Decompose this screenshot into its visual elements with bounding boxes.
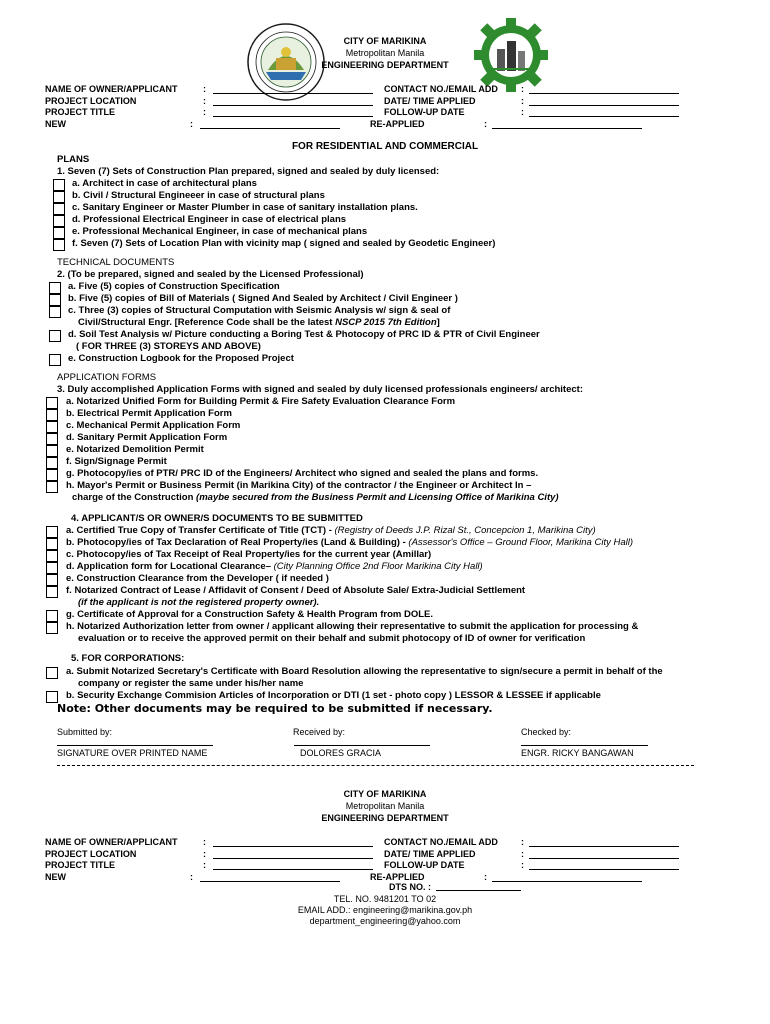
application-item-h-line2 [72, 492, 559, 504]
top-right-field-3[interactable] [492, 128, 642, 129]
application-h2-note: (maybe secured from the Business Permit and Licensing Office of Marikina City) [196, 492, 559, 503]
header-block [0, 35, 770, 71]
technical-c2-text: Civil/Structural Engr. [Reference Code shall be the latest [78, 317, 336, 328]
technical-item-d-line2: ( FOR THREE (3) STOREYS AND ABOVE) [76, 341, 261, 352]
top-right-colon-0: : [521, 84, 524, 94]
top-left-field-1[interactable] [213, 105, 373, 106]
checkbox-technical-a[interactable] [49, 282, 61, 294]
technical-item-b: b. Five (5) copies of Bill of Materials ( Signed And Sealed by Architect / Civil Engineer ) [68, 293, 458, 304]
plans-item-f: f. Seven (7) Sets of Location Plan with vicinity map ( signed and sealed by Geodetic Engineer) [72, 238, 496, 249]
stub-right-label-1: DATE/ TIME APPLIED [384, 848, 476, 859]
stub-right-field-3[interactable] [492, 881, 642, 882]
checkbox-owner-a[interactable] [46, 526, 58, 538]
stub-email-1: EMAIL ADD.: engineering@marikina.gov.ph [297, 905, 473, 915]
checked-by-label: Checked by: [521, 727, 572, 737]
top-left-label-0: NAME OF OWNER/APPLICANT [45, 84, 178, 94]
technical-c2-end: ] [436, 317, 440, 328]
plans-item-c: c. Sanitary Engineer or Master Plumber in case of sanitary installation plans. [72, 202, 418, 213]
plans-item-d: d. Professional Electrical Engineer in case of electrical plans [72, 214, 347, 225]
checkbox-owner-f[interactable] [46, 586, 58, 598]
stub-right-field-1[interactable] [529, 858, 679, 859]
application-item-h: h. Mayor's Permit or Business Permit (in Marikina City) of the contractor / the Engineer or Architect In – [66, 480, 532, 491]
stub-right-label-3: RE-APPLIED [370, 871, 425, 882]
owner-d-text: d. Application form for Locational Clearance– [66, 561, 274, 572]
stub-left-field-1[interactable] [213, 858, 373, 859]
top-left-colon-2: : [203, 107, 206, 117]
top-right-colon-1: : [521, 95, 524, 106]
owner-a-note: (Registry of Deeds J.P. Rizal St., Concepcion 1, Marikina City) [334, 525, 596, 536]
checkbox-application-d[interactable] [46, 433, 58, 445]
owner-item-c: c. Photocopy/ies of Tax Receipt of Real Property/ies for the current year (Amillar) [66, 549, 432, 560]
checkbox-plans-c[interactable] [53, 203, 65, 215]
stub-header-department: ENGINEERING DEPARTMENT [321, 813, 449, 823]
form-title: FOR RESIDENTIAL AND COMMERCIAL [291, 141, 479, 152]
stub-right-field-2[interactable] [529, 869, 679, 870]
checkbox-technical-e[interactable] [49, 354, 61, 366]
checkbox-application-h[interactable] [46, 481, 58, 493]
top-right-field-1[interactable] [529, 105, 679, 106]
application-item-a: a. Notarized Unified Form for Building Permit & Fire Safety Evaluation Clearance Form [66, 396, 456, 407]
top-right-label-2: FOLLOW-UP DATE [384, 107, 465, 117]
checkbox-plans-a[interactable] [53, 179, 65, 191]
checkbox-application-f[interactable] [46, 457, 58, 469]
header-department: ENGINEERING DEPARTMENT [321, 60, 449, 70]
corp-heading: 5. FOR CORPORATIONS: [71, 653, 185, 664]
application-intro: 3. Duly accomplished Application Forms with signed and sealed by duly licensed professionals engineers/ architect: [57, 384, 583, 395]
owner-item-e: e. Construction Clearance from the Developer ( if needed ) [66, 573, 329, 584]
submitted-by-label: Submitted by: [57, 727, 113, 737]
header-city: CITY OF MARIKINA [343, 36, 427, 46]
checkbox-application-c[interactable] [46, 421, 58, 433]
received-signature-line[interactable] [294, 745, 430, 746]
technical-intro: 2. (To be prepared, signed and sealed by the Licensed Professional) [57, 269, 364, 280]
application-item-d: d. Sanitary Permit Application Form [66, 432, 228, 443]
checkbox-application-a[interactable] [46, 397, 58, 409]
top-left-field-0[interactable] [213, 93, 373, 94]
top-right-label-0: CONTACT NO./EMAIL ADD [384, 84, 498, 94]
top-right-field-2[interactable] [529, 116, 679, 117]
plans-item-e: e. Professional Mechanical Engineer, in case of mechanical plans [72, 226, 368, 237]
checkbox-application-g[interactable] [46, 469, 58, 481]
application-heading: APPLICATION FORMS [57, 372, 157, 383]
stub-right-colon-3: : [484, 871, 487, 882]
stub-right-field-0[interactable] [529, 846, 679, 847]
received-by-label: Received by: [293, 727, 346, 737]
checkbox-technical-c[interactable] [49, 306, 61, 318]
stub-header-block [0, 788, 770, 824]
stub-header-province: Metropolitan Manila [345, 801, 425, 811]
checkbox-owner-g[interactable] [46, 610, 58, 622]
stub-tel: TEL. NO. 9481201 TO 02 [333, 894, 437, 904]
owner-item-h-line2: evaluation or to receive the approved permit on their behalf and submit photocopy of ID of owner for verification [78, 633, 586, 644]
technical-heading: TECHNICAL DOCUMENTS [57, 257, 175, 268]
checkbox-application-e[interactable] [46, 445, 58, 457]
stub-right-colon-2: : [521, 860, 524, 870]
checked-by-name: ENGR. RICKY BANGAWAN [521, 748, 634, 758]
checkbox-application-b[interactable] [46, 409, 58, 421]
stub-left-field-3[interactable] [200, 881, 340, 882]
technical-item-e: e. Construction Logbook for the Proposed Project [68, 353, 294, 364]
stub-left-label-3: NEW [45, 871, 66, 882]
owner-item-f: f. Notarized Contract of Lease / Affidavit of Consent / Deed of Absolute Sale/ Extra-Judicial Settlement [66, 585, 526, 596]
stub-left-label-0: NAME OF OWNER/APPLICANT [45, 837, 178, 847]
application-item-g: g. Photocopy/ies of PTR/ PRC ID of the Engineers/ Architect who signed and sealed the plans and forms. [66, 468, 539, 479]
checkbox-owner-d[interactable] [46, 562, 58, 574]
checked-signature-line[interactable] [521, 745, 648, 746]
application-item-f: f. Sign/Signage Permit [66, 456, 167, 467]
checkbox-plans-b[interactable] [53, 191, 65, 203]
plans-heading: PLANS [57, 154, 90, 165]
technical-item-c-line1: c. Three (3) copies of Structural Computation with Seismic Analysis w/ sign & seal of [68, 305, 451, 316]
stub-left-field-2[interactable] [213, 869, 373, 870]
top-right-colon-2: : [521, 107, 524, 117]
plans-item-a: a. Architect in case of architectural plans [72, 178, 257, 189]
application-item-b: b. Electrical Permit Application Form [66, 408, 232, 419]
owner-docs-heading: 4. APPLICANT/S OR OWNER/S DOCUMENTS TO BE SUBMITTED [71, 513, 363, 524]
corp-item-a-line1: a. Submit Notarized Secretary's Certificate with Board Resolution allowing the representative to sign/secure a permit in behalf of the [66, 666, 663, 677]
application-h2-text: charge of the Construction [72, 492, 197, 503]
owner-f2-text: (if the applicant is not the registered property owner). [78, 597, 320, 608]
submitted-signature-line[interactable] [57, 745, 213, 746]
note: Note: Other documents may be required to be submitted if necessary. [57, 702, 493, 715]
owner-b-note: (Assessor's Office – Ground Floor, Marikina City Hall) [408, 537, 634, 548]
corp-item-b: b. Security Exchange Commision Articles of Incorporation or DTI (1 set - photo copy ) LESSOR & LESSEE if applicable [66, 690, 601, 701]
submitted-by-name: SIGNATURE OVER PRINTED NAME [57, 748, 208, 758]
stub-left-colon-2: : [203, 860, 206, 870]
top-left-label-3: NEW [45, 118, 66, 129]
owner-d-note: (City Planning Office 2nd Floor Marikina City Hall) [273, 561, 483, 572]
technical-item-a: a. Five (5) copies of Construction Specification [68, 281, 280, 292]
stub-email-2: department_engineering@yahoo.com [309, 916, 461, 926]
stub-left-label-1: PROJECT LOCATION [45, 848, 137, 859]
owner-item-d [66, 561, 483, 573]
owner-b-text: b. Photocopy/ies of Tax Declaration of Real Property/ies (Land & Building) - [66, 537, 409, 548]
application-item-c: c. Mechanical Permit Application Form [66, 420, 241, 431]
plans-intro: 1. Seven (7) Sets of Construction Plan prepared, signed and sealed by duly licensed: [57, 166, 440, 177]
stub-left-colon-1: : [203, 848, 206, 859]
owner-item-a [66, 525, 596, 537]
stub-right-colon-0: : [521, 837, 524, 847]
stub-right-label-0: CONTACT NO./EMAIL ADD [384, 837, 498, 847]
stub-left-label-2: PROJECT TITLE [45, 860, 116, 870]
owner-item-h-line1: h. Notarized Authorization letter from owner / applicant allowing their representative to submit the application for processing & [66, 621, 639, 632]
checkbox-technical-d[interactable] [49, 330, 61, 342]
checkbox-technical-b[interactable] [49, 294, 61, 306]
dts-no-field[interactable] [436, 890, 521, 891]
received-by-name: DOLORES GRACIA [300, 748, 382, 758]
header-province: Metropolitan Manila [345, 48, 425, 58]
checkbox-owner-b[interactable] [46, 538, 58, 550]
dts-no-label: DTS NO. : [389, 882, 431, 892]
technical-item-c-line2 [78, 317, 440, 329]
stub-header-city: CITY OF MARIKINA [343, 789, 427, 799]
top-left-field-2[interactable] [213, 116, 373, 117]
owner-item-f-note [78, 597, 319, 609]
checkbox-plans-d[interactable] [53, 215, 65, 227]
checkbox-plans-e[interactable] [53, 227, 65, 239]
nscp-reference: NSCP 2015 7th Edition [335, 317, 437, 328]
top-right-label-3: RE-APPLIED [370, 118, 425, 129]
stub-left-colon-3: : [190, 871, 193, 882]
cut-line [57, 765, 694, 766]
top-left-label-1: PROJECT LOCATION [45, 95, 137, 106]
stub-left-colon-0: : [203, 837, 206, 847]
top-right-field-0[interactable] [529, 93, 679, 94]
checkbox-corp-a[interactable] [46, 667, 58, 679]
stub-right-colon-1: : [521, 848, 524, 859]
owner-item-b [66, 537, 633, 549]
technical-item-d-line1: d. Soil Test Analysis w/ Picture conducting a Boring Test & Photocopy of PRC ID & PTR of Civil Engineer [68, 329, 540, 340]
plans-item-b: b. Civil / Structural Engineeer in case of structural plans [72, 190, 325, 201]
checkbox-owner-e[interactable] [46, 574, 58, 586]
top-left-field-3[interactable] [200, 128, 340, 129]
top-left-colon-0: : [203, 84, 206, 94]
top-left-colon-3: : [190, 118, 193, 129]
checkbox-owner-c[interactable] [46, 550, 58, 562]
top-right-colon-3: : [484, 118, 487, 129]
owner-item-g: g. Certificate of Approval for a Construction Safety & Health Program from DOLE. [66, 609, 434, 620]
stub-left-field-0[interactable] [213, 846, 373, 847]
top-right-label-1: DATE/ TIME APPLIED [384, 95, 476, 106]
checkbox-owner-h[interactable] [46, 622, 58, 634]
top-left-label-2: PROJECT TITLE [45, 107, 116, 117]
checkbox-plans-f[interactable] [53, 239, 65, 251]
owner-a-text: a. Certified True Copy of Transfer Certificate of Title (TCT) - [66, 525, 335, 536]
corp-item-a-line2: company or register the same under his/her name [78, 678, 304, 689]
top-left-colon-1: : [203, 95, 206, 106]
application-item-e: e. Notarized Demolition Permit [66, 444, 204, 455]
stub-right-label-2: FOLLOW-UP DATE [384, 860, 465, 870]
